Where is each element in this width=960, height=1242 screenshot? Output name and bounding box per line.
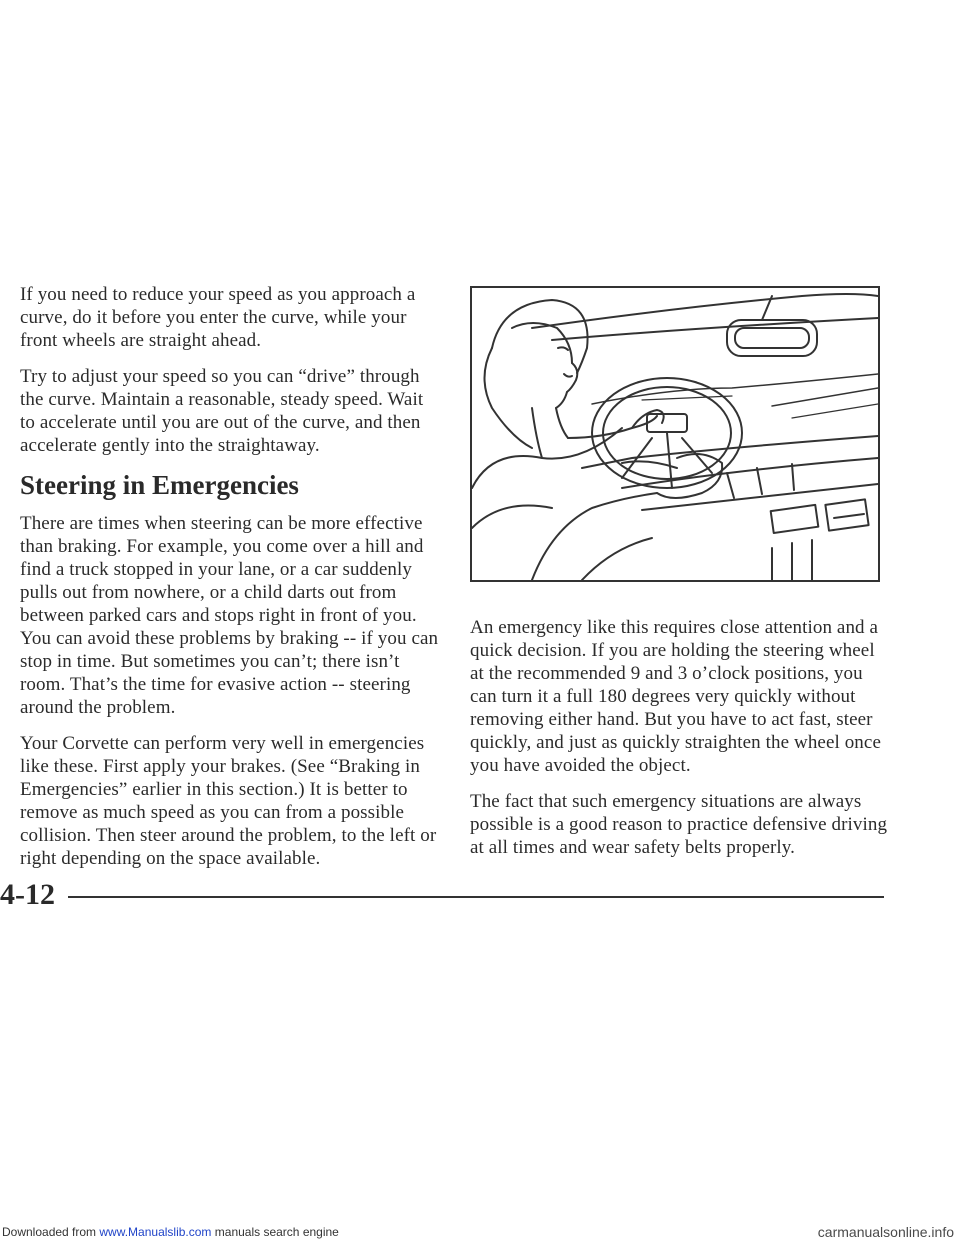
page-number: 4-12 [0, 878, 55, 911]
section-heading: Steering in Emergencies [20, 470, 299, 500]
footer-rule [68, 896, 884, 898]
corvette-emergency-paragraph: Your Corvette can perform very well in emergencies like these. First apply your brakes. (See “Braking in Emergencies” earlier in this section.) It is better to remove as much speed as you can from a possible collision. Then steer around the problem, to the left or right depending on the space available. [20, 733, 437, 869]
curve-drive-paragraph: Try to adjust your speed so you can “drive” through the curve. Maintain a reasonable, steady speed. Wait to accelerate until you are out of the curve, and then accelerate gently into the straightaway. [20, 366, 424, 456]
manualslib-link[interactable]: www.Manualslib.com [99, 1225, 212, 1239]
site-watermark: carmanualsonline.info [817, 1224, 954, 1240]
watermark-bar [0, 1222, 960, 1242]
download-prefix: Downloaded from [2, 1225, 100, 1239]
download-suffix: manuals search engine [211, 1225, 339, 1239]
left-column [20, 283, 440, 883]
defensive-driving-paragraph: The fact that such emergency situations are always possible is a good reason to practice defensive driving at all times and wear safety belts properly. [470, 791, 888, 858]
driver-illustration [470, 286, 880, 582]
download-credit [2, 1222, 339, 1242]
right-column [470, 616, 890, 872]
curve-speed-paragraph: If you need to reduce your speed as you approach a curve, do it before you enter the curve, while your front wheels are straight ahead. [20, 284, 416, 351]
emergency-decision-paragraph: An emergency like this requires close attention and a quick decision. If you are holding the steering wheel at the recommended 9 and 3 o’clock positions, you can turn it a full 180 degrees very quickly without removing either hand. But you have to act fast, steer quickly, and just as quickly straighten the wheel once you have avoided the object. [470, 617, 881, 776]
driver-steering-illustration [472, 288, 878, 580]
steering-vs-braking-paragraph: There are times when steering can be more effective than braking. For example, you come over a hill and find a truck stopped in your lane, or a car suddenly pulls out from nowhere, or a child darts out from between parked cars and stops right in front of you. You can avoid these problems by braking -- if you can stop in time. But sometimes you can’t; there isn’t room. That’s the time for evasive action -- steering around the problem. [20, 513, 439, 718]
